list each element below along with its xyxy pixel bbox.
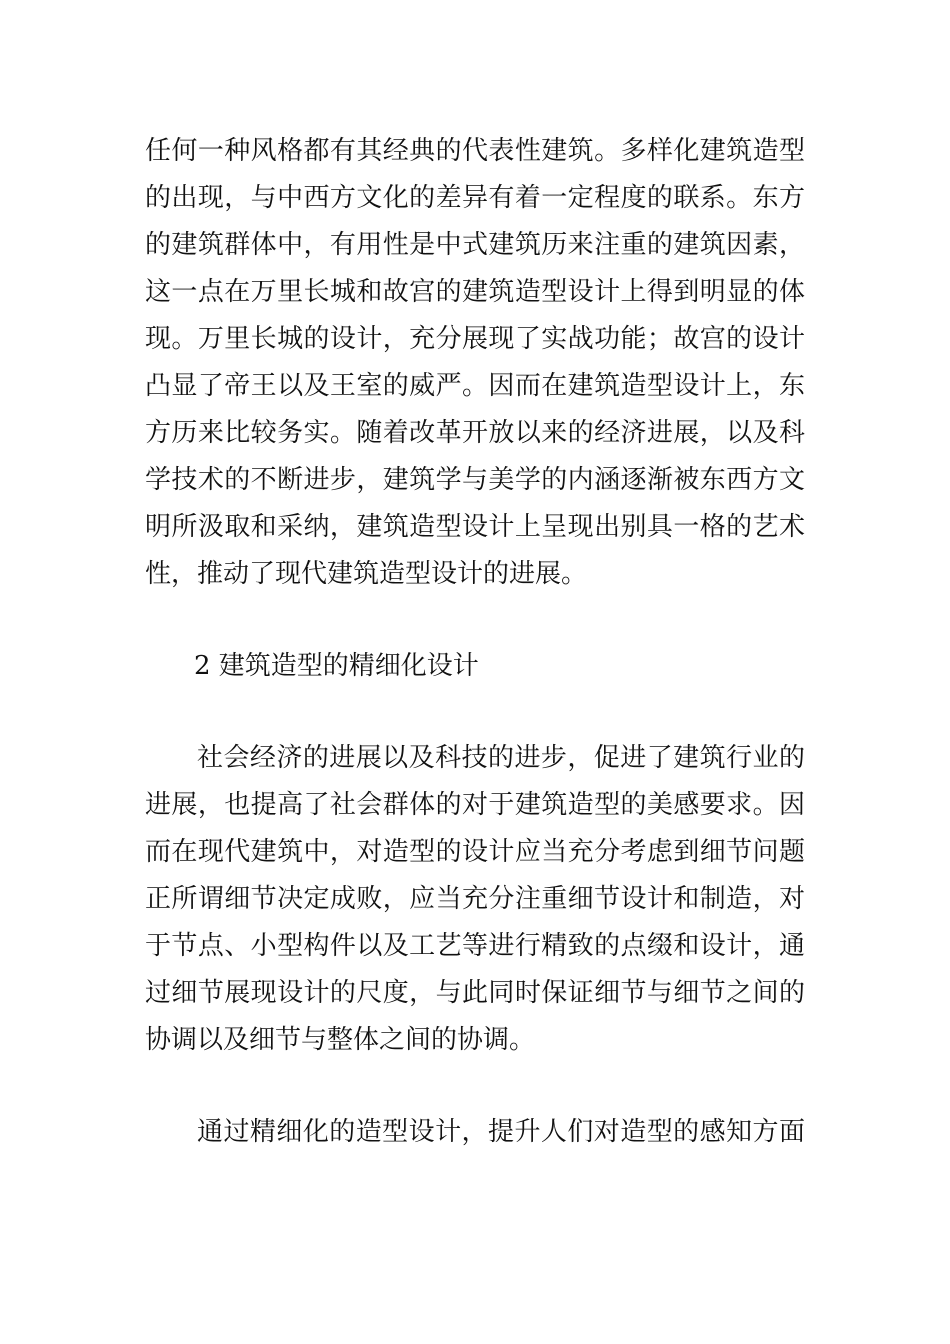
paragraph-line: 学技术的不断进步，建筑学与美学的内涵逐渐被东西方文	[145, 465, 805, 495]
paragraph-line: 进展，也提高了社会群体的对于建筑造型的美感要求。因	[145, 790, 805, 820]
paragraph-line: 而在现代建筑中，对造型的设计应当充分考虑到细节问题	[145, 837, 805, 867]
paragraph-line: 社会经济的进展以及科技的进步，促进了建筑行业的	[197, 743, 805, 773]
paragraph-line: 于节点、小型构件以及工艺等进行精致的点缀和设计，通	[145, 931, 805, 961]
paragraph-line: 任何一种风格都有其经典的代表性建筑。多样化建筑造型	[145, 136, 805, 166]
paragraph-line: 性，推动了现代建筑造型设计的进展。	[145, 559, 588, 589]
paragraph-line: 这一点在万里长城和故宫的建筑造型设计上得到明显的体	[145, 277, 805, 307]
paragraph-line: 正所谓细节决定成败，应当充分注重细节设计和制造，对	[145, 884, 805, 914]
paragraph-line: 的出现，与中西方文化的差异有着一定程度的联系。东方	[145, 183, 805, 213]
paragraph-line: 协调以及细节与整体之间的协调。	[145, 1025, 536, 1055]
paragraph-line: 明所汲取和采纳，建筑造型设计上呈现出别具一格的艺术	[145, 512, 805, 542]
paragraph-line: 方历来比较务实。随着改革开放以来的经济进展，以及科	[145, 418, 805, 448]
paragraph-line: 通过精细化的造型设计，提升人们对造型的感知方面	[197, 1117, 805, 1147]
section-heading: 2 建筑造型的精细化设计	[194, 651, 479, 681]
paragraph-line: 现。万里长城的设计，充分展现了实战功能；故宫的设计	[145, 324, 805, 354]
paragraph-line: 凸显了帝王以及王室的威严。因而在建筑造型设计上，东	[145, 371, 805, 401]
paragraph-line: 过细节展现设计的尺度，与此同时保证细节与细节之间的	[145, 978, 805, 1008]
paragraph-line: 的建筑群体中，有用性是中式建筑历来注重的建筑因素，	[145, 230, 805, 260]
